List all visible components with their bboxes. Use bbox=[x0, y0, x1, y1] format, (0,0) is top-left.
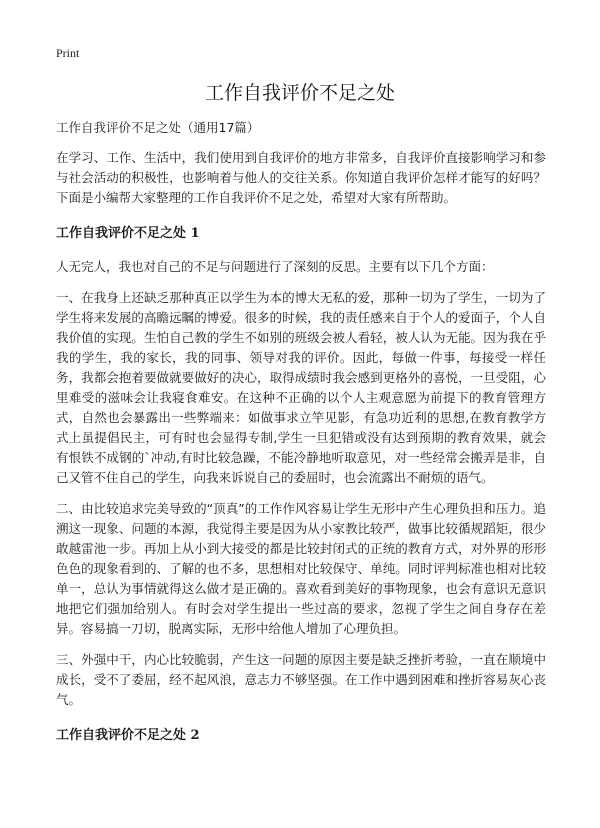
section1-paragraph: 一、在我身上还缺乏那种真正以学生为本的博大无私的爱，那种一切为了学生，一切为了学生将来发展的高瞻远瞩的博爱。很多的时候，我的责任感来自于个人的爱面子，个人自我价值的实现。生怕自己教的学生不如别的班级会被人看轻，被人认为无能。因为我在乎我的学生，我的家长，我的同事、领导对我的评价。因此，每做一件事，每接受一样任务，我都会抱着要做就要做好的决心，取得成绩时我会感到更格外的喜悦，一旦受阻，心里难受的滋味会让我寝食难安。在这种不正确的以个人主观意愿为前提下的教育管理方式，自然也会暴露出一些弊端来：如做事求立竿见影，有急功近利的思想,在教育教学方式上虽提倡民主，可有时也会显得专制,学生一旦犯错或没有达到预期的教育效果，就会有恨铁不成钢的`冲动,有时比较急躁，不能冷静地听取意见，对一些经常会搬弄是非，自己又管不住自己的学生，向我来诉说自己的委屈时，也会流露出不耐烦的语气。 bbox=[56, 290, 546, 485]
page-title: 工作自我评价不足之处 bbox=[204, 82, 395, 104]
section1-paragraph: 三、外强中干，内心比较脆弱，产生这一问题的原因主要是缺乏挫折考验，一直在顺境中成长，受不了委屈，经不起风浪，意志力不够坚强。在工作中遇到困难和挫折容易灰心丧气。 bbox=[56, 652, 546, 707]
article-subtitle: 工作自我评价不足之处（通用17篇） bbox=[56, 120, 260, 135]
section1-paragraph: 二、由比较追求完美导致的“顶真”的工作作风容易让学生无形中产生心理负担和压力。追溯这一现象、问题的本源，我觉得主要是因为从小家教比较严，做事比较循规蹈矩，很少敢越雷池一步。再加上从小到大接受的都是比较封闭式的正统的教育方式，对外界的形形色色的现象看到的、了解的也不多，思想相对比较保守、单纯。同时评判标准也相对比较单一，总认为事情就得这么做才是正确的。喜欢看到美好的事物现象，也会有意识无意识地把它们强加给别人。有时会对学生提出一些过高的要求，忽视了学生之间自身存在差异。容易搞一刀切，脱离实际，无形中给他人增加了心理负担。 bbox=[56, 501, 546, 636]
section-heading-1: 工作自我评价不足之处 1 bbox=[56, 226, 200, 241]
section-heading-2: 工作自我评价不足之处 2 bbox=[56, 728, 200, 743]
article-body bbox=[56, 118, 546, 759]
section1-paragraph: 人无完人，我也对自己的不足与问题进行了深刻的反思。主要有以下几个方面： bbox=[56, 259, 494, 274]
print-link[interactable]: Print bbox=[56, 46, 80, 60]
intro-paragraph: 在学习、工作、生活中，我们使用到自我评价的地方非常多，自我评价直接影响学习和参与社会活动的积极性，也影响着与他人的交往关系。你知道自我评价怎样才能写的好吗？下面是小编帮大家整理的工作自我评价不足之处，希望对大家有所帮助。 bbox=[56, 150, 546, 205]
